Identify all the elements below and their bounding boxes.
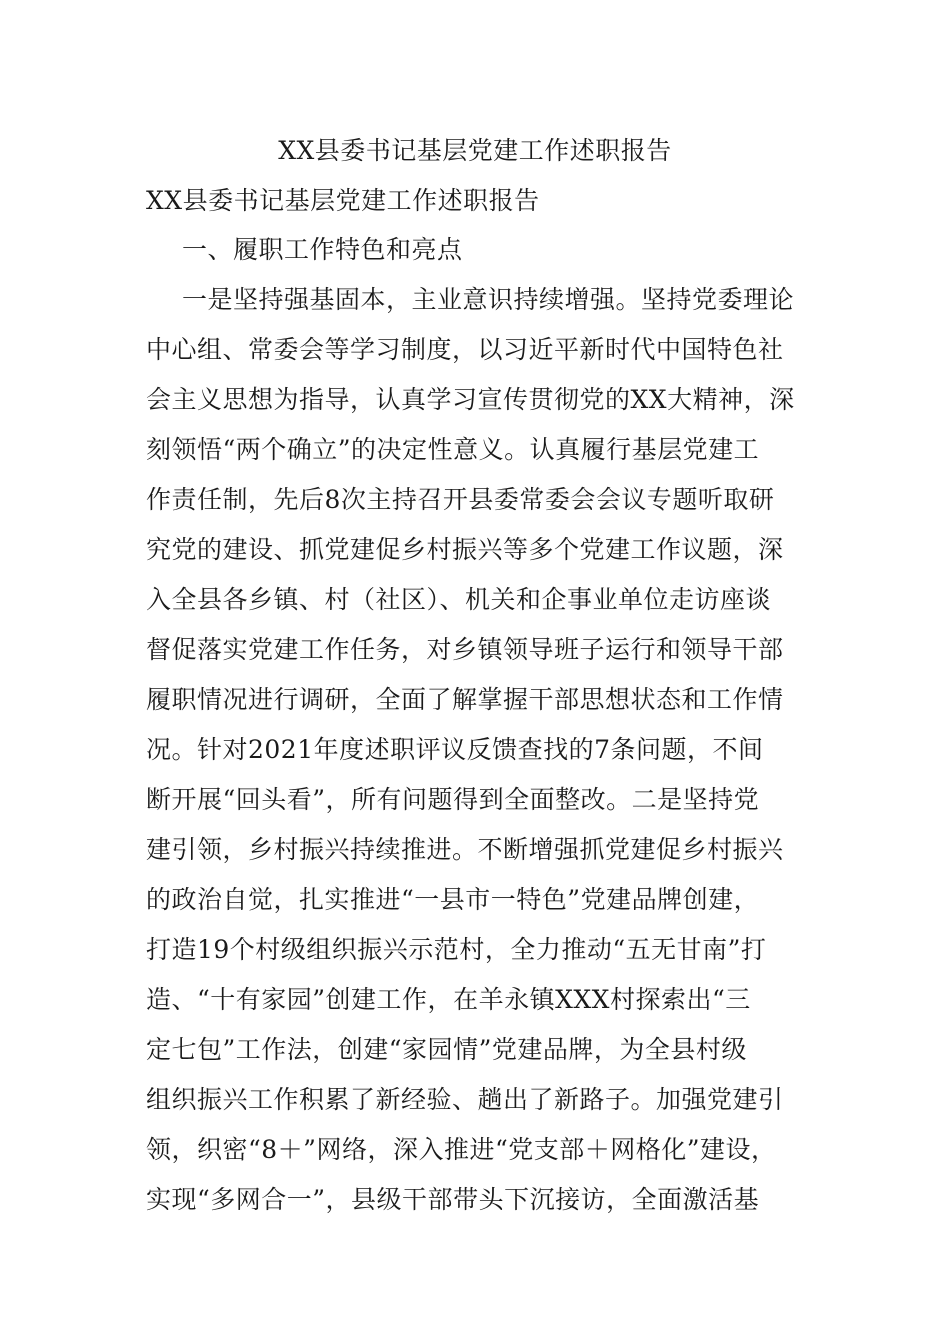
paragraph-line: 一是坚持强基固本，主业意识持续增强。坚持党委理论: [182, 285, 795, 314]
document-subtitle: XX县委书记基层党建工作述职报告: [146, 186, 540, 215]
paragraph-line: 造、“十有家园”创建工作，在羊永镇XXX村探索出“三: [146, 985, 751, 1014]
document-title: XX县委书记基层党建工作述职报告: [278, 136, 672, 165]
paragraph-line: 断开展“回头看”，所有问题得到全面整改。二是坚持党: [146, 785, 760, 814]
section-heading: 一、履职工作特色和亮点: [182, 235, 463, 264]
paragraph-line: 打造19个村级组织振兴示范村，全力推动“五无甘南”打: [146, 935, 767, 964]
paragraph-line: 入全县各乡镇、村（社区）、机关和企事业单位走访座谈: [146, 585, 772, 614]
paragraph-line: 建引领，乡村振兴持续推进。不断增强抓党建促乡村振兴: [146, 835, 784, 864]
paragraph-line: 实现“多网合一”，县级干部带头下沉接访，全面激活基: [146, 1185, 760, 1214]
paragraph-line: 会主义思想为指导，认真学习宣传贯彻党的XX大精神，深: [146, 385, 795, 414]
paragraph-line: 的政治自觉，扎实推进“一县市一特色”党建品牌创建，: [146, 885, 760, 914]
paragraph: [146, 282, 826, 1232]
paragraph-line: 领，织密“8＋”网络，深入推进“党支部＋网格化”建设，: [146, 1135, 777, 1164]
paragraph-line: 究党的建设、抓党建促乡村振兴等多个党建工作议题，深: [146, 535, 784, 564]
paragraph-line: 履职情况进行调研，全面了解掌握干部思想状态和工作情: [146, 685, 784, 714]
paragraph-line: 中心组、常委会等学习制度，以习近平新时代中国特色社: [146, 335, 784, 364]
paragraph-line: 况。针对2021年度述职评议反馈查找的7条问题，不间: [146, 735, 764, 764]
paragraph-line: 组织振兴工作积累了新经验、趟出了新路子。加强党建引: [146, 1085, 784, 1114]
paragraph-line: 定七包”工作法，创建“家园情”党建品牌，为全县村级: [146, 1035, 747, 1064]
paragraph-line: 督促落实党建工作任务，对乡镇领导班子运行和领导干部: [146, 635, 784, 664]
paragraph-line: 作责任制，先后8次主持召开县委常委会会议专题听取研: [146, 485, 775, 514]
paragraph-line: 刻领悟“两个确立”的决定性意义。认真履行基层党建工: [146, 435, 760, 464]
